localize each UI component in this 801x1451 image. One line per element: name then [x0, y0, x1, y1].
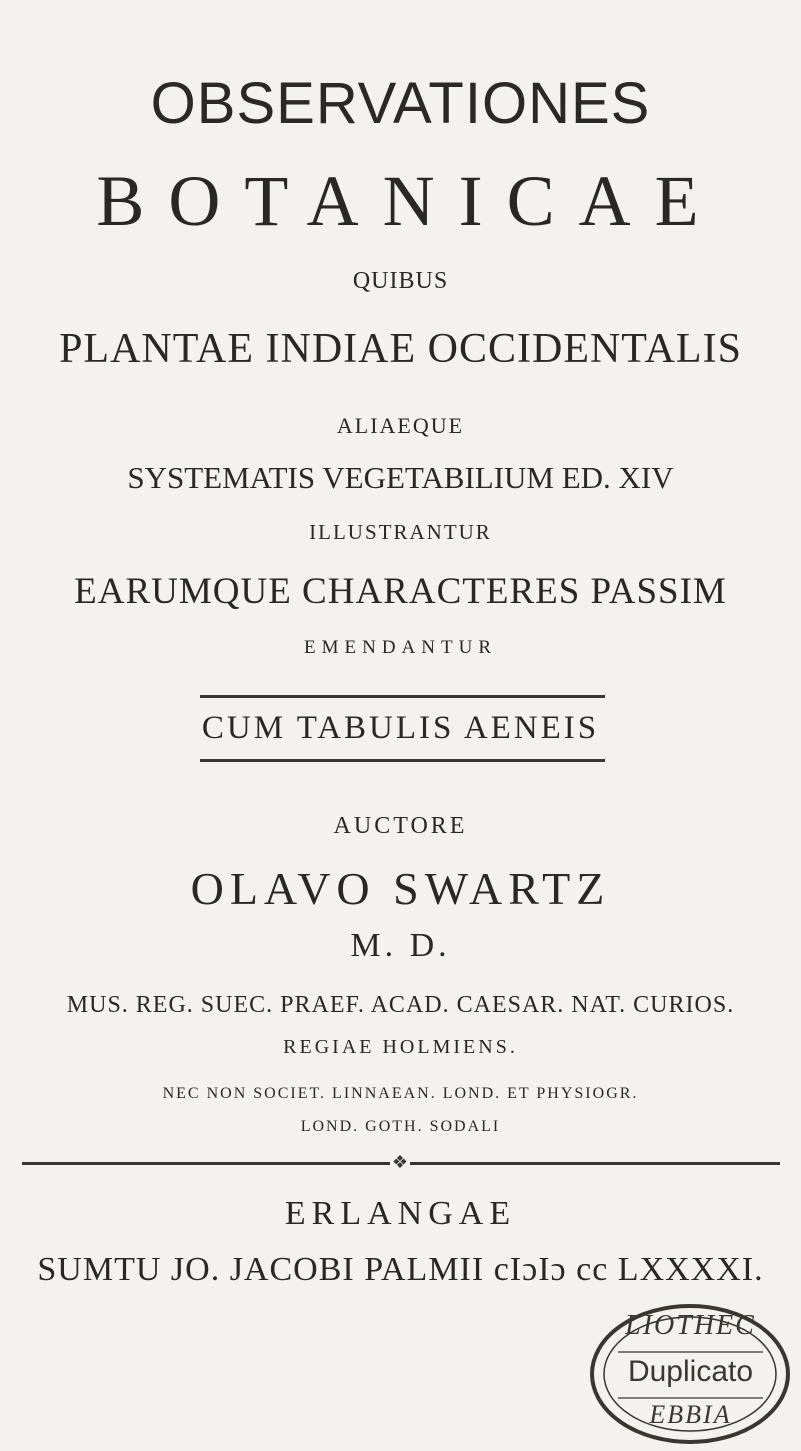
emendantur-text: EMENDANTUR [304, 637, 497, 658]
author-degree: M. D. [350, 927, 451, 964]
imprint-text: SUMTU JO. JACOBI PALMII cIɔIɔ cc LXXXXI. [37, 1251, 764, 1288]
quibus-text: QUIBUS [352, 268, 449, 294]
systematis-text: SYSTEMATIS VEGETABILIUM ED. XIV [127, 460, 674, 495]
rule-top [200, 695, 605, 698]
affiliation-line-1: MUS. REG. SUEC. PRAEF. ACAD. CAESAR. NAT. CURIOS. [66, 992, 735, 1018]
ornament-icon: ❖ [391, 1152, 409, 1172]
plantae-text: PLANTAE INDIAE OCCIDENTALIS [59, 326, 742, 372]
author-name: OLAVO SWARTZ [190, 863, 611, 914]
place-text: ERLANGAE [284, 1195, 517, 1232]
ornament-rule-right [410, 1162, 780, 1165]
auctore-text: AUCTORE [333, 813, 468, 839]
stamp-top-text: LIOTHEC [625, 1310, 756, 1341]
aliaeque-text: ALIAEQUE [336, 413, 465, 438]
stamp-middle-text: Duplicato [627, 1355, 754, 1388]
affiliation-line-4: LOND. GOTH. SODALI [300, 1118, 501, 1135]
title-botanicae: BOTANICAE [96, 161, 723, 241]
library-stamp [588, 1300, 793, 1448]
affiliation-line-3: NEC NON SOCIET. LINNAEAN. LOND. ET PHYSIOGR. [162, 1085, 639, 1102]
earumque-text: EARUMQUE CHARACTERES PASSIM [74, 571, 727, 612]
cum-tabulis-text: CUM TABULIS AENEIS [201, 710, 600, 746]
title-observationes: OBSERVATIONES [150, 71, 651, 136]
ornament-rule-left [22, 1162, 390, 1165]
stamp-bottom-text: EBBIA [649, 1400, 732, 1429]
illustrantur-text: ILLUSTRANTUR [309, 520, 492, 544]
rule-bottom [200, 759, 605, 762]
affiliation-line-2: REGIAE HOLMIENS. [283, 1036, 518, 1058]
